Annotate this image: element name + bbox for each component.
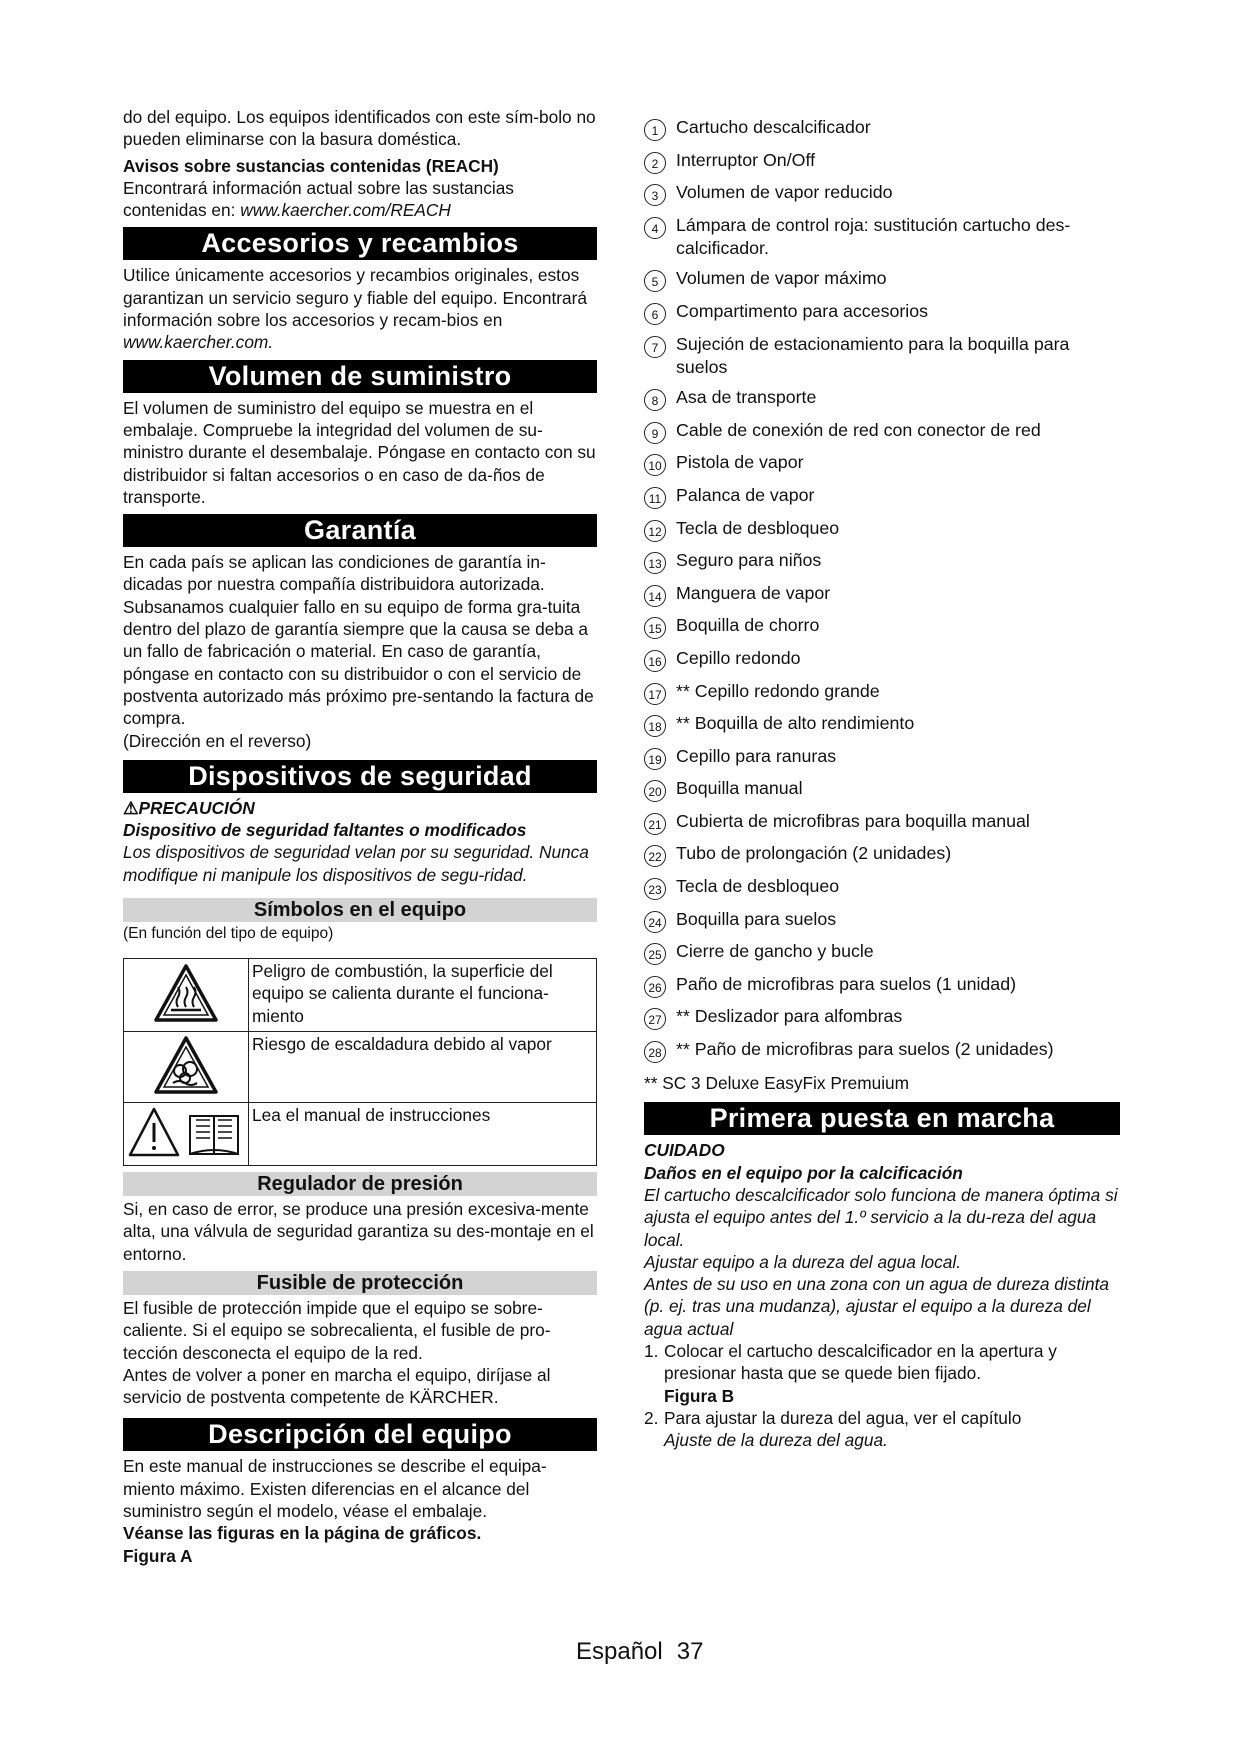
item-label: Tubo de prolongación (2 unidades): [676, 843, 952, 864]
step-text: Para ajustar la dureza del agua, ver el capítulo: [664, 1407, 1022, 1428]
reach-link[interactable]: www.kaercher.com/REACH: [240, 200, 451, 221]
list-item: [644, 582, 1120, 607]
item-label: ** Cepillo redondo grande: [676, 680, 880, 701]
item-number-badge: 23: [644, 878, 666, 900]
symbols-table: [123, 958, 597, 1166]
hot-surface-warning-icon: [124, 959, 249, 1032]
simbolos-note: (En función del tipo de equipo): [123, 925, 334, 943]
step-1: [644, 1340, 1120, 1407]
footer-language: Español: [576, 1638, 663, 1665]
right-column: [644, 116, 1120, 1451]
left-column: [123, 106, 597, 1567]
item-number-badge: 7: [644, 336, 666, 358]
list-item: [644, 712, 1120, 737]
symbol-text: Peligro de combustión, la superficie del equipo se calienta durante el funciona-miento: [249, 959, 597, 1032]
precaucion-text-label: PRECAUCIÓN: [138, 797, 255, 818]
section-volumen: Volumen de suministro: [123, 360, 597, 393]
symbol-text: Lea el manual de instrucciones: [249, 1103, 597, 1166]
item-number-badge: 3: [644, 184, 666, 206]
list-item: [644, 973, 1120, 998]
list-item: [644, 116, 1120, 141]
descripcion-bold: Véanse las figuras en la página de gráficos.: [123, 1523, 482, 1544]
item-label: Palanca de vapor: [676, 484, 815, 505]
precaucion-heading: Dispositivo de seguridad faltantes o modificados: [123, 820, 527, 841]
list-item: [644, 842, 1120, 867]
step-text: Colocar el cartucho descalcificador en la apertura y presionar hasta que se quede bien fijado.: [664, 1341, 1057, 1384]
item-label: Tecla de desbloqueo: [676, 517, 840, 538]
item-number-badge: 12: [644, 520, 666, 542]
list-item: [644, 745, 1120, 770]
list-item: [644, 333, 1120, 379]
item-label: Interruptor On/Off: [676, 149, 816, 170]
regulador-text: Si, en caso de error, se produce una presión excesiva-mente alta, una válvula de seguridad garantiza su des-montaje en el entorno.: [123, 1199, 594, 1264]
item-number-badge: 27: [644, 1008, 666, 1030]
accesorios-link[interactable]: www.kaercher.com.: [123, 332, 274, 353]
list-item: [644, 777, 1120, 802]
page-number: 37: [676, 1638, 704, 1665]
list-item: [644, 875, 1120, 900]
symbol-row: [124, 1032, 597, 1103]
list-item: [644, 680, 1120, 705]
list-item: [644, 647, 1120, 672]
steam-scald-warning-icon: [124, 1032, 249, 1103]
list-item: [644, 1038, 1120, 1063]
item-label: Boquilla manual: [676, 778, 803, 799]
section-garantia: Garantía: [123, 514, 597, 547]
item-label: Cubierta de microfibras para boquilla manual: [676, 810, 1030, 831]
item-number-badge: 28: [644, 1041, 666, 1063]
garantia-text: En cada país se aplican las condiciones de garantía in-dicadas por nuestra compañía distribuidora autorizada. Subsanamos cualquier fallo en su equipo de forma gra-tuita dentro del plazo de garantía siempre que la causa se deba a un fallo de fabricación o material. En caso de garantía, póngase en contacto con su distribuidor o con el servicio de postventa autorizado más próximo pre-sentando la factura de compra.: [123, 552, 594, 729]
list-item: [644, 908, 1120, 933]
section-seguridad: Dispositivos de seguridad: [123, 760, 597, 793]
item-label: Cepillo redondo: [676, 647, 801, 668]
list-item: [644, 940, 1120, 965]
descripcion-figure: Figura A: [123, 1545, 193, 1566]
item-number-badge: 25: [644, 943, 666, 965]
item-number-badge: 26: [644, 976, 666, 998]
cuidado-text-2: Ajustar equipo a la dureza del agua local.: [644, 1251, 962, 1272]
item-label: Manguera de vapor: [676, 582, 831, 603]
item-label: Cartucho descalcificador: [676, 117, 871, 137]
volumen-text: El volumen de suministro del equipo se muestra en el embalaje. Compruebe la integridad del volumen de su-ministro durante el desembalaje. Póngase en contacto con su distribuidor si faltan accesorios o en caso de da-ños de transporte.: [123, 397, 596, 507]
section-regulador: Regulador de presión: [123, 1172, 597, 1196]
read-manual-icon: [124, 1103, 249, 1166]
step-body: [664, 1407, 1120, 1452]
list-item: [644, 517, 1120, 542]
symbol-row: [124, 1103, 597, 1166]
item-label: ** Deslizador para alfombras: [676, 1006, 903, 1027]
page-footer: [576, 1638, 717, 1666]
reach-heading: Avisos sobre sustancias contenidas (REACH): [123, 155, 499, 176]
step-number: 2.: [644, 1407, 659, 1428]
section-fusible: Fusible de protección: [123, 1271, 597, 1295]
item-label: Volumen de vapor reducido: [676, 182, 893, 203]
accesorios-paragraph: [123, 264, 597, 353]
precaucion-label: [123, 797, 597, 819]
cuidado-text-3: Antes de su uso en una zona con un agua de dureza distinta (p. ej. tras una mudanza), ajustar el equipo a la dureza del agua actual: [644, 1274, 1110, 1339]
section-primera: Primera puesta en marcha: [644, 1102, 1120, 1135]
step-reference: Ajuste de la dureza del agua.: [664, 1430, 888, 1451]
item-number-badge: 19: [644, 748, 666, 770]
garantia-note: (Dirección en el reverso): [123, 730, 312, 751]
accesorios-text: Utilice únicamente accesorios y recambios originales, estos garantizan un servicio seguro y fiable del equipo. Encontrará información sobre los accesorios y recam-bios en: [123, 265, 587, 331]
item-label: Cepillo para ranuras: [676, 745, 837, 766]
list-item: [644, 149, 1120, 174]
cuidado-label: CUIDADO: [644, 1140, 725, 1161]
item-number-badge: 13: [644, 552, 666, 574]
list-item: [644, 614, 1120, 639]
section-simbolos: Símbolos en el equipo: [123, 898, 597, 922]
list-item: [644, 484, 1120, 509]
item-label: Pistola de vapor: [676, 452, 804, 473]
item-label: ** Boquilla de alto rendimiento: [676, 713, 915, 734]
step-2: [644, 1407, 1120, 1452]
item-number-badge: 18: [644, 715, 666, 737]
item-label: Lámpara de control roja: sustitución cartucho des-calcificador.: [676, 214, 1071, 258]
list-item: [644, 214, 1120, 260]
item-number-badge: 15: [644, 617, 666, 639]
item-label: Seguro para niños: [676, 550, 822, 571]
item-label: Volumen de vapor máximo: [676, 268, 887, 289]
reach-text: Encontrará información actual sobre las sustancias contenidas en:: [123, 177, 514, 221]
list-item: [644, 267, 1120, 292]
item-number-badge: 6: [644, 303, 666, 325]
item-number-badge: 5: [644, 270, 666, 292]
list-item: [644, 300, 1120, 325]
list-item: [644, 810, 1120, 835]
precaucion-text: Los dispositivos de seguridad velan por su seguridad. Nunca modifique ni manipule los dispositivos de segu-ridad.: [123, 842, 589, 885]
item-number-badge: 11: [644, 487, 666, 509]
item-label: Tecla de desbloqueo: [676, 876, 840, 897]
item-number-badge: 8: [644, 389, 666, 411]
symbol-text: Riesgo de escaldadura debido al vapor: [249, 1032, 597, 1103]
footnote: ** SC 3 Deluxe EasyFix Premuium: [644, 1073, 910, 1094]
item-number-badge: 21: [644, 813, 666, 835]
reach-paragraph: [123, 177, 597, 222]
step-figure: Figura B: [664, 1385, 735, 1406]
item-label: Compartimento para accesorios: [676, 300, 929, 321]
item-number-badge: 10: [644, 454, 666, 476]
item-label: Sujeción de estacionamiento para la boquilla para suelos: [676, 333, 1070, 377]
component-list: [644, 116, 1120, 1063]
item-number-badge: 20: [644, 780, 666, 802]
item-label: Paño de microfibras para suelos (1 unidad): [676, 973, 1017, 994]
fusible-text-2: Antes de volver a poner en marcha el equipo, diríjase al servicio de postventa competente de KÄRCHER.: [123, 1364, 551, 1408]
descripcion-text: En este manual de instrucciones se describe el equipa-miento máximo. Existen diferencias en el alcance del suministro según el modelo, véase el embalaje.: [123, 1456, 547, 1521]
item-number-badge: 14: [644, 585, 666, 607]
step-body: [664, 1340, 1120, 1407]
fusible-text-1: El fusible de protección impide que el equipo se sobre-caliente. Si el equipo se sobrecalienta, el fusible de pro-tección desconecta el equipo de la red.: [123, 1297, 551, 1363]
list-item: [644, 419, 1120, 444]
item-number-badge: 24: [644, 911, 666, 933]
item-label: Cable de conexión de red con conector de red: [676, 419, 1041, 440]
intro-text: do del equipo. Los equipos identificados con este sím-bolo no pueden eliminarse con la basura doméstica.: [123, 107, 596, 150]
list-item: [644, 549, 1120, 574]
section-descripcion: Descripción del equipo: [123, 1418, 597, 1451]
section-accesorios: Accesorios y recambios: [123, 227, 597, 260]
item-number-badge: 2: [644, 152, 666, 174]
list-item: [644, 451, 1120, 476]
item-number-badge: 22: [644, 845, 666, 867]
item-number-badge: 4: [644, 217, 666, 239]
item-label: Boquilla de chorro: [676, 615, 820, 636]
symbol-row: [124, 959, 597, 1032]
item-label: Cierre de gancho y bucle: [676, 941, 874, 962]
cuidado-heading: Daños en el equipo por la calcificación: [644, 1162, 963, 1183]
item-number-badge: 1: [644, 119, 666, 141]
list-item: [644, 1005, 1120, 1030]
list-item: [644, 181, 1120, 206]
list-item: [644, 386, 1120, 411]
item-number-badge: 16: [644, 650, 666, 672]
item-label: ** Paño de microfibras para suelos (2 unidades): [676, 1039, 1054, 1060]
item-label: Boquilla para suelos: [676, 908, 837, 929]
item-number-badge: 17: [644, 683, 666, 705]
item-number-badge: 9: [644, 422, 666, 444]
cuidado-text-1: El cartucho descalcificador solo funciona de manera óptima si ajusta el equipo antes del 1.º servicio a la du-reza del agua local.: [644, 1184, 1118, 1250]
warning-triangle-icon: ⚠: [123, 797, 139, 818]
step-number: 1.: [644, 1341, 659, 1361]
item-label: Asa de transporte: [676, 387, 817, 408]
